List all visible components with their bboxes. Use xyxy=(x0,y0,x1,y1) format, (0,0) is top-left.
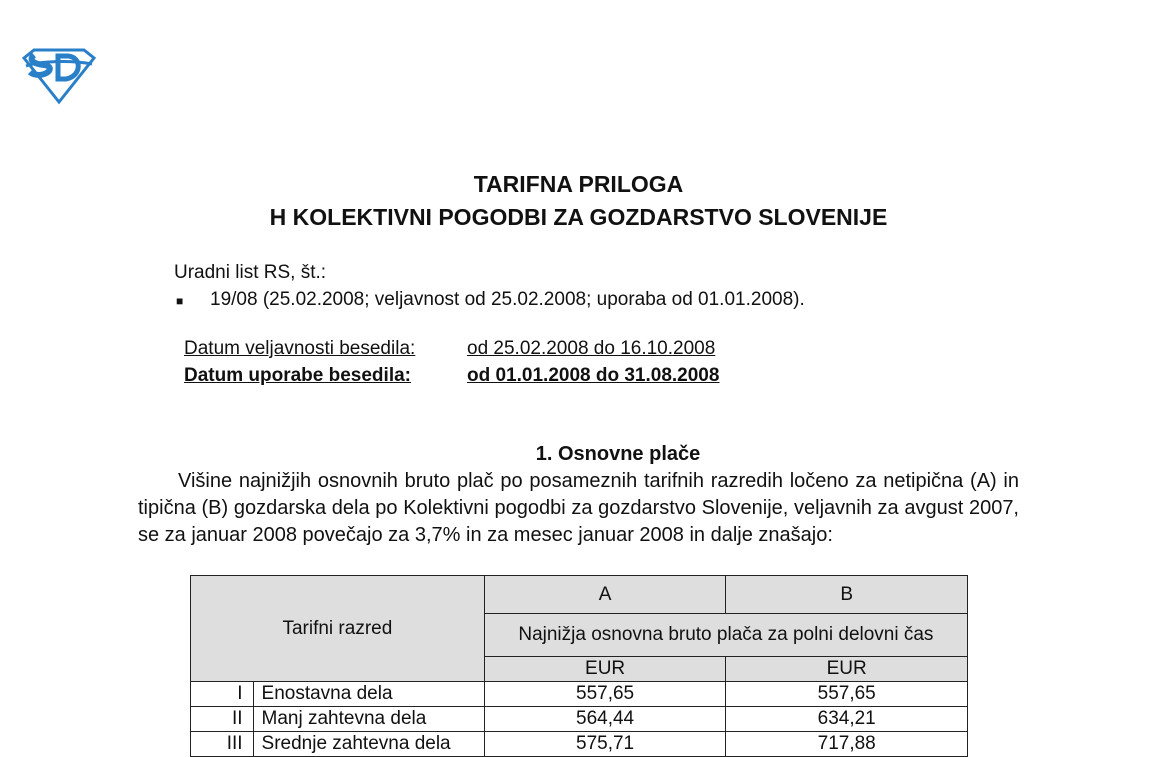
table-row xyxy=(191,707,968,732)
use-date-label: Datum uporabe besedila: xyxy=(184,365,411,386)
header-col-a: A xyxy=(484,576,726,614)
unit-col-a: EUR xyxy=(484,657,726,682)
section-paragraph: Višine najnižjih osnovnih bruto plač po posameznih tarifnih razredih ločeno za netipična (A) in tipična (B) gozdarska dela po Kolektivni pogodbi za gozdarstvo Slovenije, veljavnih za avgust 2007, se za januar 2008 povečajo za 3,7% in za mesec januar 2008 in dalje znašajo: xyxy=(138,470,1019,546)
section-title: 1. Osnovne plače xyxy=(535,443,701,465)
validity-date-row xyxy=(184,335,719,362)
dates-block xyxy=(184,335,719,389)
row-num: II xyxy=(191,707,254,732)
use-date-value: od 01.01.2008 do 31.08.2008 xyxy=(467,365,720,386)
use-date-row xyxy=(184,362,719,389)
row-value-a: 564,44 xyxy=(484,707,726,732)
header-col-b: B xyxy=(726,576,968,614)
page-title-line1: TARIFNA PRILOGA xyxy=(473,171,684,197)
row-value-b: 634,21 xyxy=(726,707,968,732)
row-value-a: 557,65 xyxy=(484,682,726,707)
row-name: Enostavna dela xyxy=(253,682,484,707)
gazette-label: Uradni list RS, št.: xyxy=(174,262,327,283)
gazette-block xyxy=(174,259,805,315)
row-name: Manj zahtevna dela xyxy=(253,707,484,732)
page-title-line2: H KOLEKTIVNI POGODBI ZA GOZDARSTVO SLOVENIJE xyxy=(269,204,888,230)
header-min-salary: Najnižja osnovna bruto plača za polni delovni čas xyxy=(484,614,967,657)
table-row xyxy=(191,732,968,757)
bullet-icon: ■ xyxy=(176,294,184,308)
gazette-entry xyxy=(174,286,805,315)
table-header-row xyxy=(191,576,968,614)
header-tariff-class: Tarifni razred xyxy=(191,576,485,682)
row-value-a: 575,71 xyxy=(484,732,726,757)
row-name: Srednje zahtevna dela xyxy=(253,732,484,757)
company-logo xyxy=(20,46,98,106)
validity-date-value: od 25.02.2008 do 16.10.2008 xyxy=(467,338,716,359)
unit-col-b: EUR xyxy=(726,657,968,682)
table-row xyxy=(191,682,968,707)
row-num: III xyxy=(191,732,254,757)
row-value-b: 717,88 xyxy=(726,732,968,757)
tariff-table xyxy=(190,575,968,757)
row-num: I xyxy=(191,682,254,707)
row-value-b: 557,65 xyxy=(726,682,968,707)
gazette-entry-text: 19/08 (25.02.2008; veljavnost od 25.02.2008; uporaba od 01.01.2008). xyxy=(210,289,805,310)
validity-date-label: Datum veljavnosti besedila: xyxy=(184,338,416,359)
